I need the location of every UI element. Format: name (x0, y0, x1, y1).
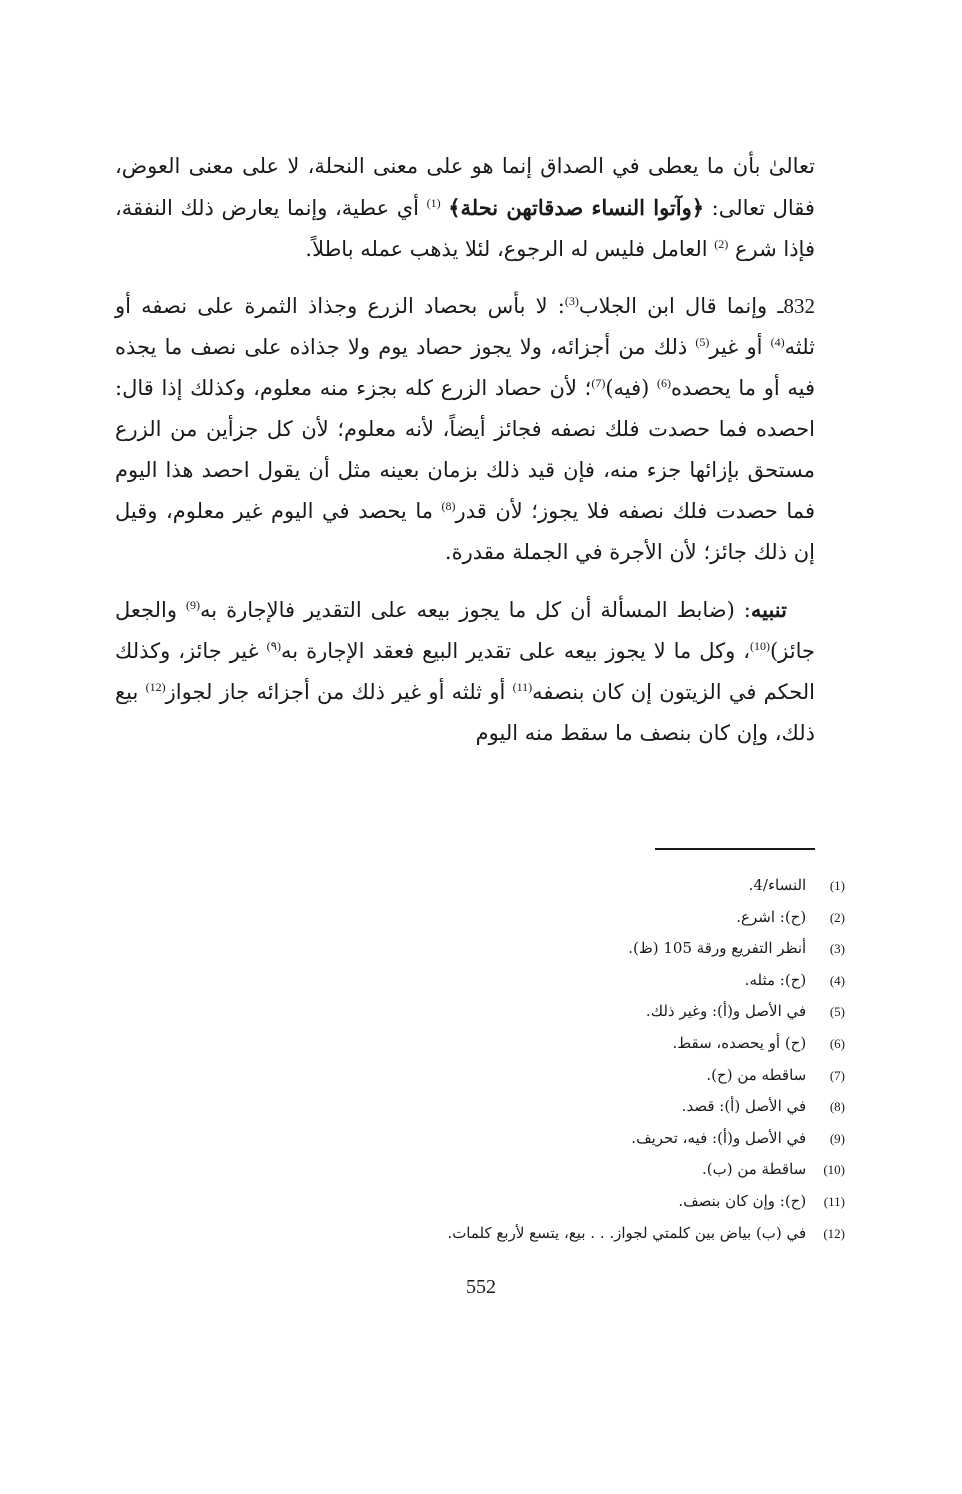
paragraph-832: 832ـ وإنما قال ابن الجلاب$^{(3)}$: لا بأس بحصاد الزرع وجذاذ الثمرة على نصفه أو ثلثه$^{(4)}$ أو غير$^{(5)}$ ذلك من أجزائه، ولا يجوز حصاد يوم ولا جذاذه على نصف ما يجذه فيه أو ما يحصده$^{(6)}$ (فيه)$^{(7)}$؛ لأن حصاد الزرع كله بجزء منه معلوم، وكذلك إذا قال: احصده فما حصدت فلك نصفه فجائز أيضاً، لأنه معلوم؛ لأن كل جزأين من الزرع مستحق بإزائها جزء منه، فإن قيد ذلك بزمان بعينه مثل أن يقول احصد هذا اليوم فما حصدت فلك نصفه فلا يجوز؛ لأن قدر$^{(8)}$ ما يحصد في اليوم غير معلوم، وقيل إن ذلك جائز؛ لأن الأجرة في الجملة مقدرة. (115, 294, 816, 564)
footnote-number: (4) (829, 972, 845, 988)
footnote-item (300, 996, 845, 1028)
footnote-ref-9b: (٩) (266, 639, 282, 653)
p1-seg-0: تعالىٰ بأن ما يعطى في الصداق إنما هو على معنى النحلة، لا على معنى العوض، فقال تعالى: (115, 154, 815, 220)
paragraph-tanbih: تنبيه: (ضابط المسألة أن كل ما يجوز بيعه على التقدير فالإجارة به$^{(9)}$ والجعل جائز)$^{(10)}$، وكل ما لا يجوز بيعه على تقدير البيع فعقد الإجارة به$^{(٩)}$ غير جائز، وكذلك الحكم في الزيتون إن كان بنصفه$^{(11)}$ أو ثلثه أو غير ذلك من أجزائه جاز لجواز$^{(12)}$ بيع ذلك، وإن كان بنصف ما سقط منه اليوم (115, 597, 815, 745)
footnote-number: (8) (829, 1099, 845, 1115)
footnote-item (300, 1028, 845, 1060)
footnote-text: في الأصل و(أ): فيه، تحريف. (631, 1128, 807, 1147)
footnote-item (300, 902, 845, 934)
footnote-separator (655, 848, 815, 850)
footnote-item (300, 1154, 845, 1186)
footnote-ref-9: (9) (185, 598, 200, 612)
footnotes-list (300, 870, 845, 1249)
footnote-text: (ح) أو يحصده، سقط. (672, 1033, 807, 1052)
p1-seg-5: العامل فليس له الرجوع، لئلا يذهب عمله باطلاً. (305, 237, 715, 261)
page-number: 552 (466, 1276, 496, 1298)
footnote-item (300, 933, 845, 965)
footnote-ref-4: (4) (770, 335, 785, 349)
footnote-ref-8: (8) (441, 499, 456, 513)
footnote-number: (3) (829, 941, 845, 957)
footnote-ref-1: (1) (426, 196, 441, 210)
main-text (115, 146, 815, 754)
footnote-number: (12) (823, 1225, 845, 1241)
footnote-ref-7: (7) (591, 376, 606, 390)
footnote-text: (ح): وإن كان بنصف. (678, 1191, 807, 1210)
footnote-text: في الأصل و(أ): وغير ذلك. (645, 1002, 807, 1021)
footnote-text: النساء/4. (748, 876, 807, 894)
footnote-ref-11: (11) (512, 680, 533, 694)
footnote-text: (ح): اشرع. (736, 907, 807, 926)
quran-verse: ﴿وآتوا النساء صدقاتهن نحلة﴾ (448, 195, 705, 220)
footnote-item (300, 965, 845, 997)
footnote-text: ساقطة من (ب). (701, 1160, 807, 1179)
tanbih-heading: تنبيه (750, 597, 787, 622)
footnote-text: ساقطه من (ح). (706, 1065, 807, 1084)
footnote-item (300, 1060, 845, 1092)
p1-seg-3: أي عطية، وإنما يعارض ذلك النفقة، فإذا شرع (115, 196, 815, 261)
footnote-ref-5: (5) (695, 335, 710, 349)
footnote-item (300, 1091, 845, 1123)
footnote-number: (5) (829, 1004, 845, 1020)
footnote-text: في (ب) بياض بين كلمتي لجواز. . . بيع، يتسع لأربع كلمات. (447, 1223, 807, 1242)
footnote-number: (1) (829, 878, 845, 893)
footnote-item (300, 1123, 845, 1155)
footnote-number: (9) (829, 1130, 845, 1146)
footnote-number: (7) (829, 1067, 845, 1083)
footnote-item (300, 870, 845, 902)
footnote-number: (11) (823, 1193, 845, 1209)
footnote-text: أنظر التفريع ورقة 105 (ظ). (628, 939, 807, 958)
footnote-number: (6) (829, 1035, 845, 1051)
footnote-ref-2: (2) (714, 237, 729, 251)
footnote-text: (ح): مثله. (744, 970, 807, 989)
footnote-ref-10: (10) (749, 639, 770, 653)
footnote-item (300, 1218, 845, 1250)
footnote-item (300, 1186, 845, 1218)
footnote-ref-3: (3) (564, 294, 579, 308)
footnote-text: في الأصل (أ): قصد. (681, 1097, 807, 1116)
footnote-ref-6: (6) (657, 376, 672, 390)
footnote-ref-12: (12) (145, 680, 166, 694)
paragraph-1 (115, 146, 815, 270)
paragraph-number: 832 (783, 294, 816, 318)
footnote-number: (2) (829, 909, 845, 925)
footnote-number: (10) (823, 1162, 845, 1178)
